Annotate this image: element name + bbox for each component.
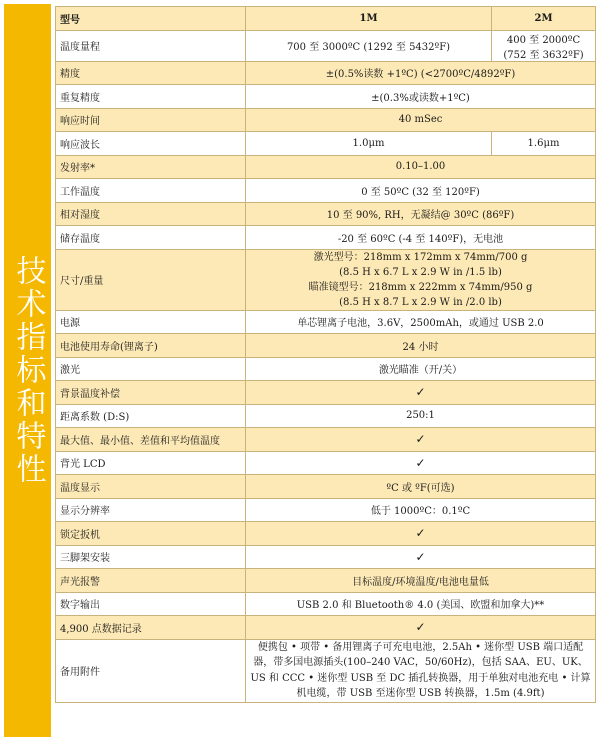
- header-model-2m: 2M: [492, 7, 596, 31]
- row-label: 距离系数 (D:S): [56, 404, 246, 428]
- row-value-2m: 1.6μm: [492, 132, 596, 156]
- row-value: 40 mSec: [246, 108, 596, 132]
- check-icon: ✓: [246, 545, 596, 569]
- check-icon: ✓: [246, 451, 596, 475]
- row-value: 目标温度/环境温度/电池电量低: [246, 569, 596, 593]
- row-label: 电源: [56, 310, 246, 334]
- check-icon: ✓: [246, 428, 596, 452]
- row-label: 备用附件: [56, 639, 246, 702]
- table-row: [56, 357, 596, 381]
- size-line: (8.5 H x 8.7 L x 2.9 W in /2.0 lb): [339, 296, 502, 308]
- row-label: 三脚架安装: [56, 545, 246, 569]
- table-row: [56, 545, 596, 569]
- row-value: 单芯锂离子电池，3.6V，2500mAh，或通过 USB 2.0: [246, 310, 596, 334]
- table-row: [56, 108, 596, 132]
- row-label: 储存温度: [56, 226, 246, 250]
- table-row: [56, 249, 596, 310]
- size-line: (8.5 H x 6.7 L x 2.9 W in /1.5 lb): [339, 266, 502, 278]
- row-value: 250:1: [246, 404, 596, 428]
- row-label: 激光: [56, 357, 246, 381]
- row-value: ºC 或 ºF(可选): [246, 475, 596, 499]
- table-row: [56, 381, 596, 405]
- row-value-2m: 400 至 2000ºC (752 至 3632ºF): [492, 30, 596, 61]
- row-value: 低于 1000ºC：0.1ºC: [246, 498, 596, 522]
- row-label: 精度: [56, 61, 246, 85]
- row-label: 工作温度: [56, 179, 246, 203]
- header-row: [56, 7, 596, 31]
- table-row: [56, 155, 596, 179]
- table-row: [56, 498, 596, 522]
- row-label: 4,900 点数据记录: [56, 616, 246, 640]
- row-value: 0.10–1.00: [246, 155, 596, 179]
- table-row: [56, 202, 596, 226]
- table-row: [56, 61, 596, 85]
- table-row: [56, 428, 596, 452]
- row-label: 温度量程: [56, 30, 246, 61]
- row-label: 数字输出: [56, 592, 246, 616]
- row-label: 声光报警: [56, 569, 246, 593]
- row-value: USB 2.0 和 Bluetooth® 4.0 (美国、欧盟和加拿大)**: [246, 592, 596, 616]
- table-row: [56, 85, 596, 109]
- check-icon: ✓: [246, 381, 596, 405]
- row-label: 背光 LCD: [56, 451, 246, 475]
- table-row: [56, 616, 596, 640]
- table-row: [56, 569, 596, 593]
- size-line: 瞄准镜型号：218mm x 222mm x 74mm/950 g: [308, 281, 533, 293]
- spec-table: [55, 6, 596, 703]
- table-row: [56, 334, 596, 358]
- sidebar-banner: [4, 4, 51, 737]
- table-row: [56, 226, 596, 250]
- row-label: 尺寸/重量: [56, 249, 246, 310]
- row-label: 显示分辨率: [56, 498, 246, 522]
- check-icon: ✓: [246, 522, 596, 546]
- row-label: 发射率*: [56, 155, 246, 179]
- row-value: [246, 249, 596, 310]
- table-row: [56, 310, 596, 334]
- table-row: [56, 592, 596, 616]
- row-label: 重复精度: [56, 85, 246, 109]
- row-label: 响应时间: [56, 108, 246, 132]
- row-value: 10 至 90%, RH，无凝结@ 30ºC (86ºF): [246, 202, 596, 226]
- row-value: ±(0.3%或读数+1ºC): [246, 85, 596, 109]
- size-line: 激光型号：218mm x 172mm x 74mm/700 g: [313, 251, 528, 263]
- row-value: 便携包 • 项带 • 备用锂离子可充电电池，2.5Ah • 迷你型 USB 端口适配器，带多国电源插头(100–240 VAC，50/60Hz)，包括 SAA、EU、UK、US 和 CCC • 迷你型 USB 至 DC 插孔转换器，用于单独对电池充电 • 计算机电缆，带 USB 至迷你型 USB 转换器，1.5m (4.9ft): [246, 639, 596, 702]
- row-label: 背景温度补偿: [56, 381, 246, 405]
- header-label: 型号: [56, 7, 246, 31]
- table-row: [56, 475, 596, 499]
- row-label: 响应波长: [56, 132, 246, 156]
- table-row: [56, 132, 596, 156]
- row-value: ±(0.5%读数 +1ºC) (<2700ºC/4892ºF): [246, 61, 596, 85]
- table-row: [56, 404, 596, 428]
- table-row: [56, 451, 596, 475]
- row-value-1m: 1.0μm: [246, 132, 492, 156]
- row-label: 温度显示: [56, 475, 246, 499]
- row-label: 相对湿度: [56, 202, 246, 226]
- row-label: 最大值、最小值、差值和平均值温度: [56, 428, 246, 452]
- row-value: 激光瞄准（开/关）: [246, 357, 596, 381]
- table-row: [56, 30, 596, 61]
- row-label: 电池使用寿命(锂离子): [56, 334, 246, 358]
- row-value: -20 至 60ºC (-4 至 140ºF)，无电池: [246, 226, 596, 250]
- row-value-1m: 700 至 3000ºC (1292 至 5432ºF): [246, 30, 492, 61]
- check-icon: ✓: [246, 616, 596, 640]
- row-value: 0 至 50ºC (32 至 120ºF): [246, 179, 596, 203]
- table-row: [56, 179, 596, 203]
- table-row: [56, 522, 596, 546]
- header-model-1m: 1M: [246, 7, 492, 31]
- row-label: 锁定扳机: [56, 522, 246, 546]
- sidebar-title: 技术指标和特性: [10, 255, 46, 486]
- row-value: 24 小时: [246, 334, 596, 358]
- table-row: [56, 639, 596, 702]
